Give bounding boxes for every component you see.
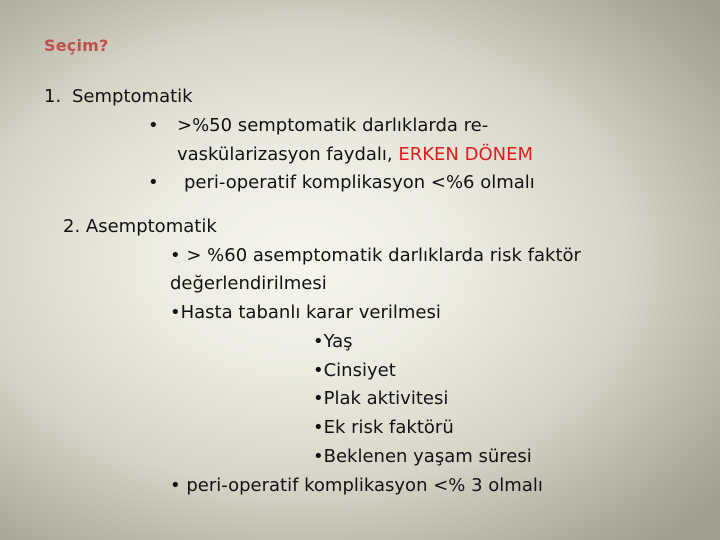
sub-bullet-ek-risk-faktoru: •Ek risk faktörü [313, 417, 454, 438]
section-1-bullet-1-line-2 [177, 143, 533, 167]
bullet-text: vaskülarizasyon faydalı, [177, 144, 399, 165]
slide-title: Seçim? [44, 36, 109, 55]
sub-bullet-beklenen-yasam-suresi: •Beklenen yaşam süresi [313, 446, 532, 467]
section-1-number: 1. [44, 86, 62, 107]
sub-bullet-cinsiyet: •Cinsiyet [313, 360, 396, 381]
section-2-heading: 2. Asemptomatik [63, 216, 217, 237]
sub-bullet-yas: •Yaş [313, 331, 353, 352]
section-1-bullet-2: peri-operatif komplikasyon <%6 olmalı [184, 172, 535, 193]
section-1-heading: Semptomatik [72, 86, 193, 107]
section-2-bullet-1-line-2: değerlendirilmesi [170, 273, 327, 294]
section-2-bullet-2: •Hasta tabanlı karar verilmesi [170, 302, 441, 323]
section-2-bullet-1-line-1: • > %60 asemptomatik darlıklarda risk faktör [170, 245, 581, 266]
sub-bullet-plak-aktivitesi: •Plak aktivitesi [313, 388, 449, 409]
highlight-erken-donem: ERKEN DÖNEM [398, 144, 533, 165]
section-1-bullet-1-line-1: >%50 semptomatik darlıklarda re- [177, 115, 489, 136]
bullet-icon: • [148, 115, 159, 136]
section-2-bullet-3: • peri-operatif komplikasyon <% 3 olmalı [170, 475, 543, 496]
bullet-icon: • [148, 172, 159, 193]
